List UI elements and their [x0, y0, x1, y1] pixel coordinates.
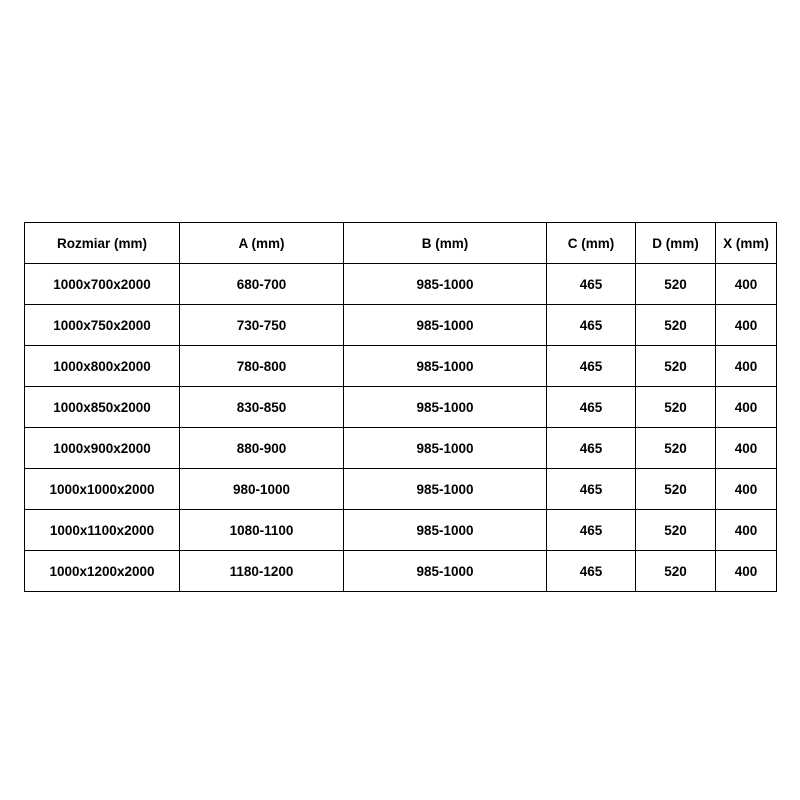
- cell-x: 400: [716, 346, 777, 387]
- cell-rozmiar: 1000x750x2000: [25, 305, 180, 346]
- cell-d: 520: [636, 305, 716, 346]
- size-table-container: [24, 222, 776, 592]
- cell-c: 465: [547, 305, 636, 346]
- cell-a: 880-900: [180, 428, 344, 469]
- cell-d: 520: [636, 510, 716, 551]
- cell-a: 980-1000: [180, 469, 344, 510]
- cell-rozmiar: 1000x800x2000: [25, 346, 180, 387]
- cell-b: 985-1000: [344, 551, 547, 592]
- cell-a: 1080-1100: [180, 510, 344, 551]
- column-header-a: A (mm): [180, 223, 344, 264]
- cell-a: 680-700: [180, 264, 344, 305]
- cell-a: 1180-1200: [180, 551, 344, 592]
- cell-rozmiar: 1000x900x2000: [25, 428, 180, 469]
- cell-b: 985-1000: [344, 305, 547, 346]
- table-row: [25, 469, 777, 510]
- cell-c: 465: [547, 551, 636, 592]
- table-body: [25, 264, 777, 592]
- cell-rozmiar: 1000x1100x2000: [25, 510, 180, 551]
- cell-rozmiar: 1000x700x2000: [25, 264, 180, 305]
- dimensions-table: [24, 222, 777, 592]
- cell-c: 465: [547, 387, 636, 428]
- cell-d: 520: [636, 551, 716, 592]
- cell-rozmiar: 1000x1000x2000: [25, 469, 180, 510]
- cell-b: 985-1000: [344, 469, 547, 510]
- cell-d: 520: [636, 469, 716, 510]
- cell-b: 985-1000: [344, 264, 547, 305]
- cell-a: 830-850: [180, 387, 344, 428]
- cell-rozmiar: 1000x850x2000: [25, 387, 180, 428]
- table-header: [25, 223, 777, 264]
- table-row: [25, 510, 777, 551]
- column-header-c: C (mm): [547, 223, 636, 264]
- cell-x: 400: [716, 428, 777, 469]
- table-row: [25, 346, 777, 387]
- column-header-b: B (mm): [344, 223, 547, 264]
- cell-rozmiar: 1000x1200x2000: [25, 551, 180, 592]
- cell-d: 520: [636, 346, 716, 387]
- cell-b: 985-1000: [344, 346, 547, 387]
- column-header-d: D (mm): [636, 223, 716, 264]
- cell-a: 780-800: [180, 346, 344, 387]
- table-row: [25, 387, 777, 428]
- cell-d: 520: [636, 387, 716, 428]
- cell-d: 520: [636, 264, 716, 305]
- table-row: [25, 305, 777, 346]
- cell-c: 465: [547, 469, 636, 510]
- table-row: [25, 264, 777, 305]
- cell-c: 465: [547, 510, 636, 551]
- table-header-row: [25, 223, 777, 264]
- column-header-x: X (mm): [716, 223, 777, 264]
- column-header-rozmiar: Rozmiar (mm): [25, 223, 180, 264]
- cell-c: 465: [547, 428, 636, 469]
- cell-x: 400: [716, 510, 777, 551]
- cell-b: 985-1000: [344, 510, 547, 551]
- cell-x: 400: [716, 551, 777, 592]
- cell-c: 465: [547, 264, 636, 305]
- cell-x: 400: [716, 264, 777, 305]
- cell-x: 400: [716, 305, 777, 346]
- cell-a: 730-750: [180, 305, 344, 346]
- cell-b: 985-1000: [344, 387, 547, 428]
- cell-x: 400: [716, 387, 777, 428]
- cell-x: 400: [716, 469, 777, 510]
- cell-c: 465: [547, 346, 636, 387]
- table-row: [25, 428, 777, 469]
- cell-b: 985-1000: [344, 428, 547, 469]
- cell-d: 520: [636, 428, 716, 469]
- table-row: [25, 551, 777, 592]
